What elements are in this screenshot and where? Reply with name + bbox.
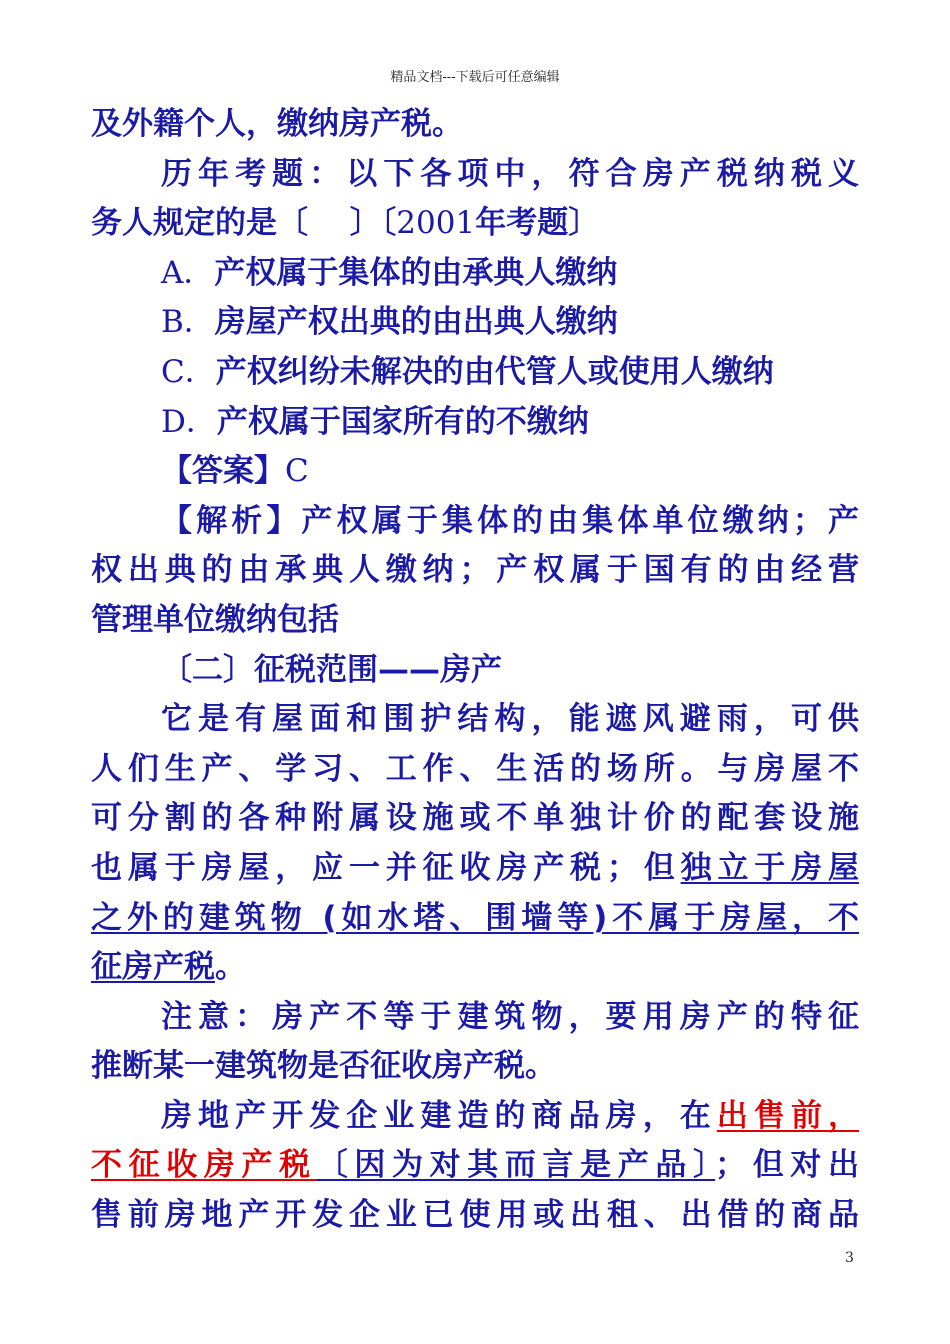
exam-question-line: 历年考题：以下各项中，符合房产税纳税义	[161, 155, 859, 192]
note-line: 注意：房产不等于建筑物，要用房产的特征	[161, 998, 859, 1035]
red-underlined-text: 出售前，	[716, 1097, 860, 1134]
page-header: 精品文档---下载后可任意编辑	[390, 70, 560, 85]
paragraph-line: 售前房地产开发企业已使用或出租、出借的商品	[91, 1197, 859, 1234]
explanation-line: 权出典的由承典人缴纳；产权属于国有的由经营	[91, 552, 859, 589]
document-body	[91, 100, 859, 1241]
note-line: 推断某一建筑物是否征收房产税。	[91, 1048, 556, 1085]
answer-line: 【答案】C	[161, 453, 309, 490]
option-d: D．产权属于国家所有的不缴纳	[161, 403, 589, 440]
option-b: B．房屋产权出典的由出典人缴纳	[161, 304, 618, 341]
option-c: C．产权纠纷未解决的由代管人或使用人缴纳	[161, 353, 774, 390]
underlined-paragraph-line: 之外的建筑物 (如水塔、围墙等)不属于房屋，不	[91, 899, 859, 936]
explanation-line: 管理单位缴纳包括	[91, 601, 339, 638]
paragraph-line: 它是有屋面和围护结构，能遮风避雨，可供	[161, 701, 859, 738]
section-heading: 〔二〕征税范围——房产	[161, 651, 502, 688]
exam-question-line: 务人规定的是〔 〕〔2001年考题〕	[91, 205, 600, 242]
explanation-line: 【解析】产权属于集体的由集体单位缴纳；产	[161, 502, 859, 539]
underlined-text: 〔因为对其而言是产品〕	[316, 1147, 716, 1184]
paragraph-line: 人们生产、学习、工作、生活的场所。与房屋不	[91, 750, 859, 787]
option-a: A．产权属于集体的由承典人缴纳	[161, 254, 618, 291]
underlined-text: 征房产税	[91, 949, 215, 986]
paragraph-line: 也属于房屋，应一并征收房产税；但独立于房屋	[91, 849, 860, 886]
text-line: 及外籍个人，缴纳房产税。	[91, 106, 463, 142]
paragraph-line: 可分割的各种附属设施或不单独计价的配套设施	[91, 800, 859, 837]
paragraph-line: 征房产税。	[91, 949, 246, 986]
paragraph-line: 不征收房产税〔因为对其而言是产品〕；但对出	[91, 1147, 859, 1184]
page-number: 3	[845, 1250, 854, 1266]
underlined-text: 独立于房屋	[680, 849, 860, 886]
red-underlined-text: 不征收房产税	[91, 1147, 317, 1184]
paragraph-line: 房地产开发企业建造的商品房，在出售前，	[161, 1097, 860, 1134]
